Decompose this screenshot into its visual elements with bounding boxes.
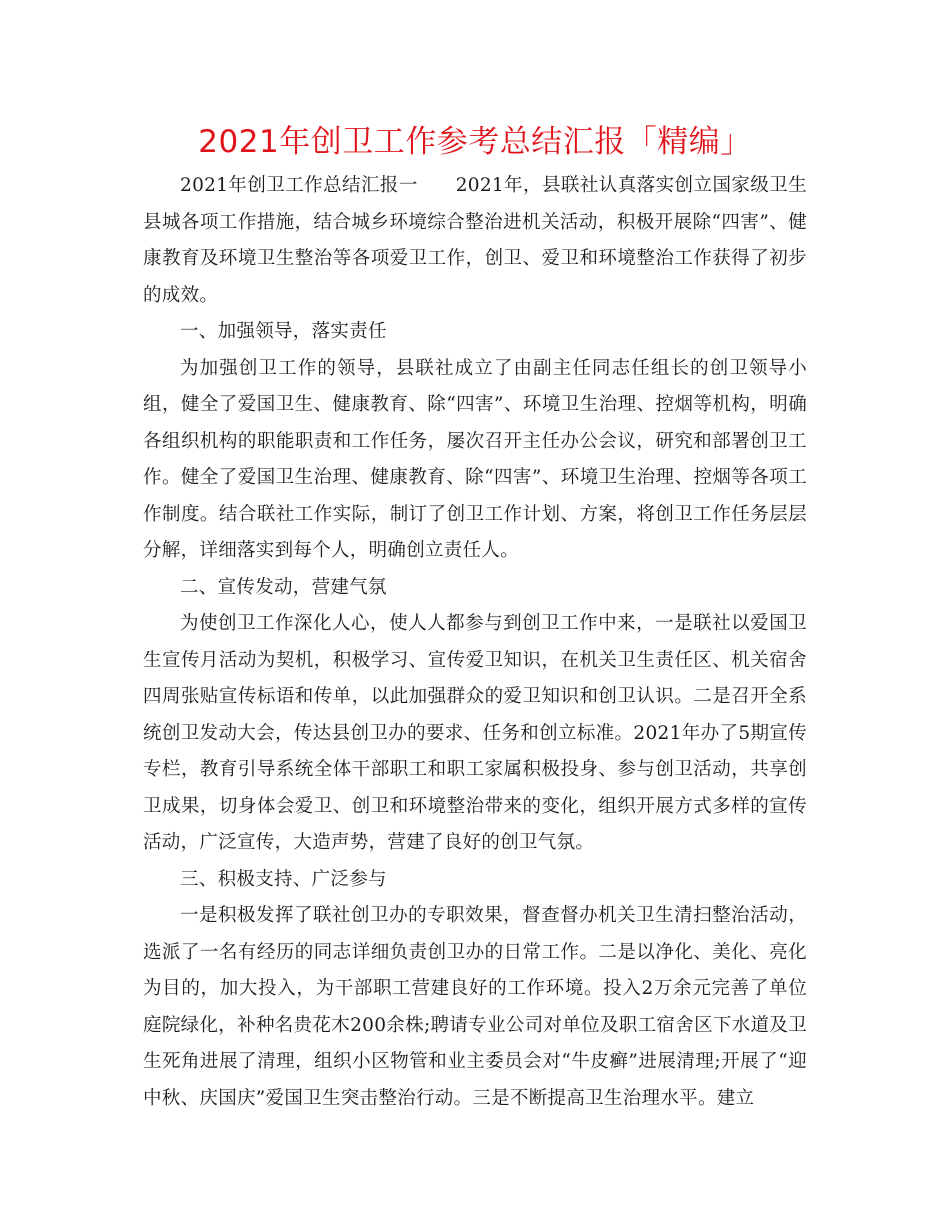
body-paragraph: 为使创卫工作深化人心，使人人都参与到创卫工作中来，一是联社以爱国卫生宣传月活动为契机，积极学习、宣传爱卫知识，在机关卫生责任区、机关宿舍四周张贴宣传标语和传单，以此加强群众的爱卫知识和创卫认识。二是召开全系统创卫发动大会，传达县创卫办的要求、任务和创立标准。2021年办了5期宣传专栏，教育引导系统全体干部职工和职工家属积极投身、参与创卫活动，共享创卫成果，切身体会爱卫、创卫和环境整治带来的变化，组织开展方式多样的宣传活动，广泛宣传，大造声势，营建了良好的创卫气氛。 bbox=[143, 613, 807, 853]
document-body bbox=[143, 168, 807, 1117]
intro-paragraph: 2021年创卫工作总结汇报一 2021年，县联社认真落实创立国家级卫生县城各项工作措施，结合城乡环境综合整治进机关活动，积极开展除“四害”、健康教育及环境卫生整治等各项爱卫工作，创卫、爱卫和环境整治工作获得了初步的成效。 bbox=[143, 175, 807, 306]
section-heading: 二、宣传发动，营建气氛 bbox=[180, 576, 387, 598]
section-heading: 一、加强领导，落实责任 bbox=[180, 321, 387, 342]
section-heading: 三、积极支持、广泛参与 bbox=[180, 868, 387, 890]
document-title: 2021年创卫工作参考总结汇报「精编」 bbox=[198, 124, 752, 160]
body-paragraph: 一是积极发挥了联社创卫办的专职效果，督查督办机关卫生清扫整治活动，选派了一名有经历的同志详细负责创卫办的日常工作。二是以净化、美化、亮化为目的，加大投入，为干部职工营建良好的工作环境。投入2万余元完善了单位庭院绿化，补种名贵花木200余株;聘请专业公司对单位及职工宿舍区下水道及卫生死角进展了清理，组织小区物管和业主委员会对“牛皮癣”进展清理;开展了“迎中秋、庆国庆”爱国卫生突击整治行动。三是不断提高卫生治理水平。建立 bbox=[143, 905, 807, 1109]
body-paragraph: 为加强创卫工作的领导，县联社成立了由副主任同志任组长的创卫领导小组，健全了爱国卫生、健康教育、除“四害”、环境卫生治理、控烟等机构，明确各组织机构的职能职责和工作任务，屡次召开主任办公会议，研究和部署创卫工作。健全了爱国卫生治理、健康教育、除“四害”、环境卫生治理、控烟等各项工作制度。结合联社工作实际，制订了创卫工作计划、方案，将创卫工作任务层层分解，详细落实到每个人，明确创立责任人。 bbox=[143, 357, 807, 561]
